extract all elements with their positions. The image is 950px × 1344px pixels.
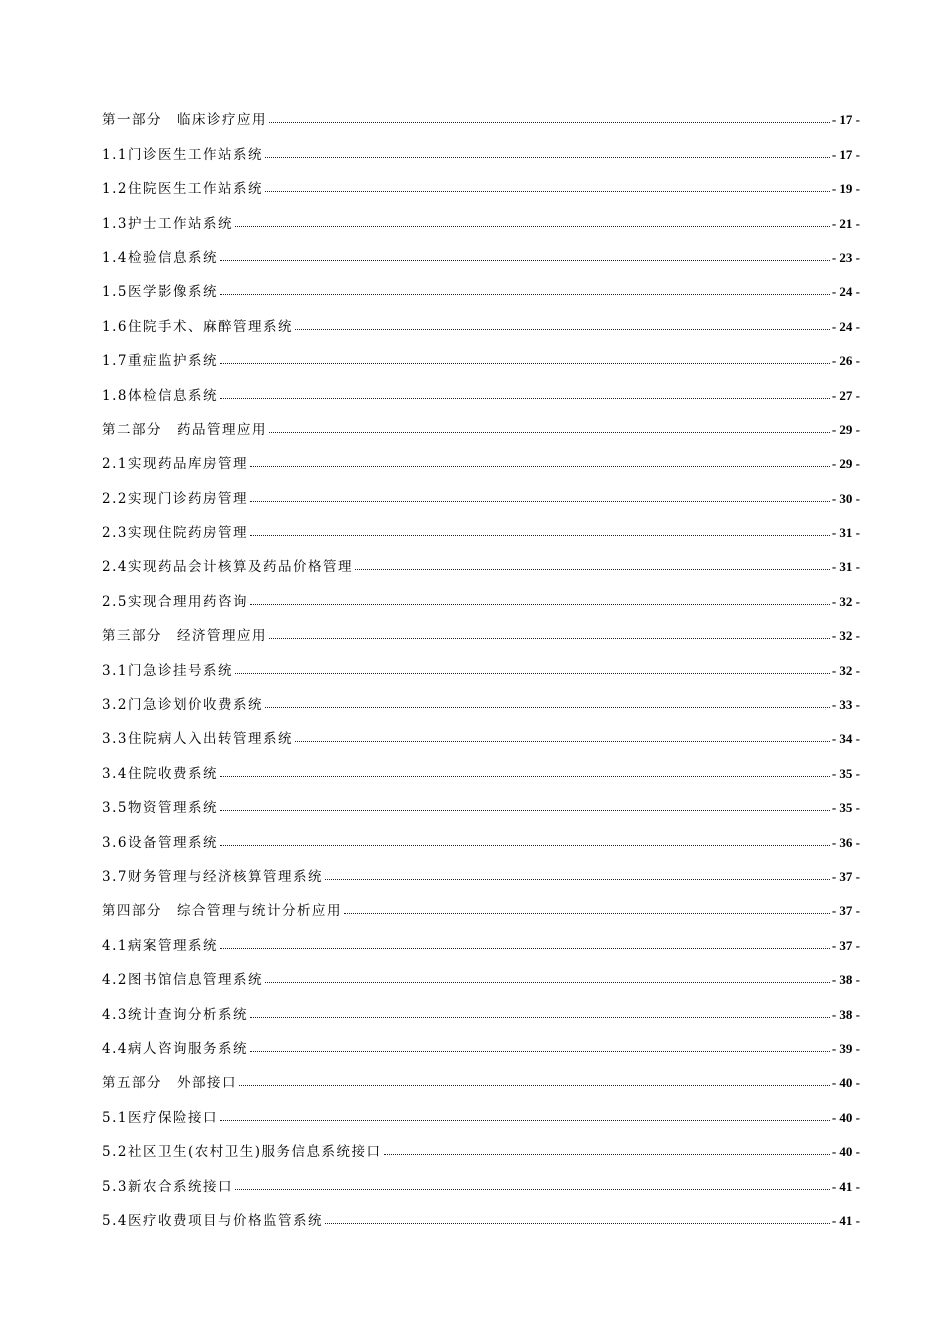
dot-leader [265,707,830,708]
toc-entry[interactable] [102,335,860,369]
toc-entry[interactable] [102,1057,860,1091]
dot-leader [250,501,830,502]
toc-entry-page-number: - 31 - [831,559,860,575]
toc-entry-title: 4.2图书馆信息管理系统 [102,972,263,989]
toc-entry-page-number: - 32 - [831,628,860,644]
toc-entry-title: 3.3住院病人入出转管理系统 [102,731,293,748]
dot-leader [220,948,830,949]
toc-entry-page-number: - 37 - [831,937,860,953]
toc-entry-title: 3.6设备管理系统 [102,834,218,851]
toc-entry-page-number: - 37 - [831,903,860,919]
toc-entry[interactable] [102,679,860,713]
toc-entry-page-number: - 38 - [831,972,860,988]
toc-entry-page-number: - 29 - [831,456,860,472]
toc-entry-title: 第一部分 临床诊疗应用 [102,112,267,129]
toc-entry-title: 4.4病人咨询服务系统 [102,1040,248,1057]
toc-entry-page-number: - 35 - [831,765,860,781]
toc-entry-title: 3.1门急诊挂号系统 [102,662,233,679]
toc-entry[interactable] [102,163,860,197]
toc-entry-page-number: - 29 - [831,421,860,437]
toc-entry-title: 2.4实现药品会计核算及药品价格管理 [102,559,353,576]
toc-entry-title: 1.7重症监护系统 [102,353,218,370]
toc-entry[interactable] [102,644,860,678]
toc-entry-page-number: - 19 - [831,181,860,197]
toc-entry-title: 3.2门急诊划价收费系统 [102,697,263,714]
dot-leader [269,432,830,433]
dot-leader [220,776,830,777]
dot-leader [344,913,830,914]
toc-entry-page-number: - 27 - [831,387,860,403]
toc-entry-title: 2.2实现门诊药房管理 [102,490,248,507]
dot-leader [325,1223,830,1224]
toc-entry-page-number: - 41 - [831,1178,860,1194]
toc-entry[interactable] [102,1195,860,1229]
toc-entry-title: 4.3统计查询分析系统 [102,1006,248,1023]
toc-entry-title: 第五部分 外部接口 [102,1075,237,1092]
toc-entry[interactable] [102,747,860,781]
toc-entry[interactable] [102,713,860,747]
toc-entry-page-number: - 38 - [831,1006,860,1022]
table-of-contents [102,94,860,1229]
toc-entry-page-number: - 37 - [831,868,860,884]
dot-leader [220,1120,830,1121]
toc-entry-page-number: - 40 - [831,1144,860,1160]
toc-entry-title: 2.5实现合理用药咨询 [102,593,248,610]
toc-entry-title: 1.5医学影像系统 [102,284,218,301]
toc-entry[interactable] [102,541,860,575]
dot-leader [239,1085,830,1086]
toc-entry-title: 第二部分 药品管理应用 [102,421,267,438]
toc-entry[interactable] [102,128,860,162]
dot-leader [220,398,830,399]
dot-leader [295,741,830,742]
dot-leader [220,810,830,811]
toc-entry[interactable] [102,232,860,266]
toc-entry-page-number: - 39 - [831,1040,860,1056]
dot-leader [235,226,830,227]
dot-leader [265,982,830,983]
toc-entry-page-number: - 30 - [831,490,860,506]
dot-leader [355,569,830,570]
dot-leader [250,1051,830,1052]
toc-entry[interactable] [102,1091,860,1125]
toc-entry-page-number: - 24 - [831,284,860,300]
toc-entry-page-number: - 17 - [831,146,860,162]
toc-entry-title: 2.1实现药品库房管理 [102,456,248,473]
dot-leader [295,329,830,330]
toc-entry-title: 5.4医疗收费项目与价格监管系统 [102,1212,323,1229]
toc-entry[interactable] [102,94,860,128]
toc-entry[interactable] [102,954,860,988]
toc-entry[interactable] [102,1023,860,1057]
toc-entry-title: 1.8体检信息系统 [102,387,218,404]
toc-entry-page-number: - 34 - [831,731,860,747]
toc-entry-title: 5.1医疗保险接口 [102,1109,218,1126]
toc-entry-page-number: - 32 - [831,593,860,609]
toc-entry[interactable] [102,851,860,885]
toc-entry[interactable] [102,610,860,644]
toc-entry-page-number: - 40 - [831,1075,860,1091]
toc-entry[interactable] [102,507,860,541]
toc-entry[interactable] [102,1126,860,1160]
toc-entry[interactable] [102,782,860,816]
toc-entry-page-number: - 35 - [831,800,860,816]
toc-entry[interactable] [102,300,860,334]
toc-entry[interactable] [102,988,860,1022]
toc-entry-title: 第三部分 经济管理应用 [102,628,267,645]
dot-leader [250,1017,830,1018]
toc-entry[interactable] [102,404,860,438]
toc-entry-page-number: - 24 - [831,318,860,334]
toc-entry[interactable] [102,438,860,472]
toc-entry-page-number: - 31 - [831,525,860,541]
toc-entry-title: 第四部分 综合管理与统计分析应用 [102,903,342,920]
toc-entry[interactable] [102,197,860,231]
toc-entry[interactable] [102,885,860,919]
toc-entry-title: 1.6住院手术、麻醉管理系统 [102,318,293,335]
toc-entry[interactable] [102,266,860,300]
toc-entry-title: 1.4检验信息系统 [102,249,218,266]
toc-entry-title: 5.3新农合系统接口 [102,1178,233,1195]
dot-leader [325,879,830,880]
toc-entry[interactable] [102,816,860,850]
toc-entry-title: 3.4住院收费系统 [102,765,218,782]
dot-leader [265,157,830,158]
toc-entry-title: 4.1病案管理系统 [102,937,218,954]
dot-leader [220,260,830,261]
dot-leader [250,466,830,467]
toc-entry-page-number: - 26 - [831,353,860,369]
dot-leader [220,294,830,295]
toc-entry[interactable] [102,575,860,609]
toc-entry-title: 2.3实现住院药房管理 [102,525,248,542]
toc-entry-title: 5.2社区卫生(农村卫生)服务信息系统接口 [102,1144,382,1161]
dot-leader [269,122,830,123]
dot-leader [265,191,830,192]
dot-leader [250,604,830,605]
toc-entry-page-number: - 40 - [831,1109,860,1125]
dot-leader [250,535,830,536]
toc-entry-title: 3.7财务管理与经济核算管理系统 [102,868,323,885]
dot-leader [235,673,830,674]
toc-entry[interactable] [102,919,860,953]
toc-entry-page-number: - 21 - [831,215,860,231]
toc-entry-page-number: - 41 - [831,1212,860,1228]
toc-entry[interactable] [102,472,860,506]
toc-entry-title: 1.3护士工作站系统 [102,215,233,232]
dot-leader [235,1189,830,1190]
dot-leader [220,363,830,364]
toc-entry-page-number: - 17 - [831,112,860,128]
toc-entry-page-number: - 32 - [831,662,860,678]
toc-entry-title: 3.5物资管理系统 [102,800,218,817]
toc-entry-page-number: - 36 - [831,834,860,850]
toc-entry-page-number: - 23 - [831,249,860,265]
toc-entry-title: 1.2住院医生工作站系统 [102,181,263,198]
dot-leader [220,845,830,846]
dot-leader [269,638,830,639]
toc-entry-title: 1.1门诊医生工作站系统 [102,146,263,163]
toc-entry[interactable] [102,1160,860,1194]
toc-entry-page-number: - 33 - [831,697,860,713]
toc-entry[interactable] [102,369,860,403]
dot-leader [384,1154,830,1155]
